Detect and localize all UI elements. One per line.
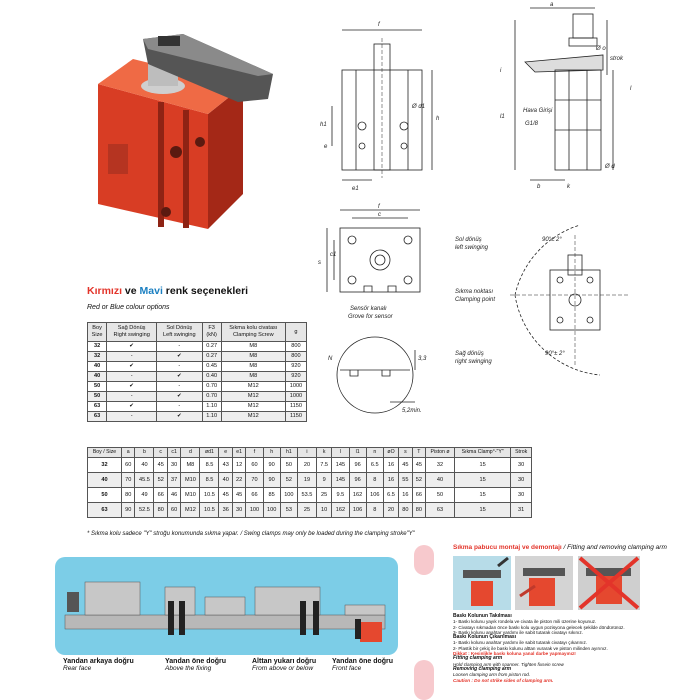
fitting-photo-2 (515, 556, 573, 610)
table2-cell: 30 (232, 503, 245, 518)
dim-l1: l1 (500, 114, 505, 120)
table2-cell: 7.5 (317, 458, 332, 473)
table2-header-cell: d (181, 448, 200, 458)
table2-header-cell: l (332, 448, 349, 458)
dim-l: l (630, 86, 632, 92)
table2-cell: 43 (219, 458, 232, 473)
table2-cell: 90 (263, 473, 280, 488)
product-photo (88, 24, 298, 264)
table1-cell: M8 (221, 352, 285, 362)
table1-cell: ✔ (157, 352, 202, 362)
table2-header-cell: b (135, 448, 154, 458)
dim-5-2: 5,2min. (402, 408, 422, 414)
table2-cell: M8 (181, 458, 200, 473)
table2-cell: 36 (219, 503, 232, 518)
table2-cell: 25 (317, 488, 332, 503)
table2-cell: 10.5 (200, 488, 219, 503)
table1-cell: 0.45 (202, 362, 221, 372)
table2-cell: 53 (280, 503, 297, 518)
table1-cell: M12 (221, 392, 285, 402)
table2-cell: 45 (232, 488, 245, 503)
th1-f3: F3 (kN) (202, 323, 221, 342)
dim-n: N (328, 356, 333, 362)
table1-cell: 1.10 (202, 412, 221, 422)
title-red: Kırmızı (87, 285, 123, 297)
table1-cell: - (157, 402, 202, 412)
label-left-en: left swinging (455, 245, 489, 251)
table2-cell: 19 (297, 473, 316, 488)
table2-cell: 30 (167, 458, 180, 473)
table1-cell: 40 (88, 372, 107, 382)
table2-header-cell: h1 (280, 448, 297, 458)
th1-right: Sağ Dönüş Right swinging (107, 323, 157, 342)
table1-cell: 50 (88, 382, 107, 392)
table2-cell: 9.5 (332, 488, 349, 503)
fitting-photo-3 (578, 556, 640, 610)
th1-weight: g (285, 323, 306, 342)
table2-cell: 40 (135, 458, 154, 473)
table1-cell: ✔ (107, 402, 157, 412)
table2-cell: 100 (263, 503, 280, 518)
table1-cell: M8 (221, 342, 285, 352)
table2-cell: 37 (167, 473, 180, 488)
table2-cell: 30 (511, 488, 532, 503)
table1-cell: - (107, 392, 157, 402)
table2-row (88, 473, 532, 488)
pink-strip-top (414, 545, 434, 575)
table2-header-cell: c (154, 448, 167, 458)
table2-cell: 100 (246, 503, 263, 518)
table2-cell: 80 (399, 503, 412, 518)
table2-cell: 60 (246, 458, 263, 473)
table1-cell: 800 (285, 342, 306, 352)
table2-cell: 15 (454, 473, 510, 488)
table2-cell: 63 (88, 503, 122, 518)
front-view-drawing (312, 8, 462, 198)
table2-cell: 9 (317, 473, 332, 488)
table2-cell: 15 (454, 458, 510, 473)
models-table (87, 322, 307, 422)
table2-header-cell: n (366, 448, 383, 458)
table2-cell: 8 (366, 473, 383, 488)
table1-cell: 63 (88, 402, 107, 412)
dimensions-table (87, 447, 532, 518)
label-right-en: right swinging (455, 359, 492, 365)
dim-h: h (436, 116, 440, 122)
table2-row (88, 503, 532, 518)
table2-cell: 66 (246, 488, 263, 503)
table1-row (88, 382, 307, 392)
table2-cell: 85 (263, 488, 280, 503)
table2-cell: 50 (88, 488, 122, 503)
table2-cell: 60 (167, 503, 180, 518)
dim-f: f (378, 22, 380, 28)
colour-options-title (87, 285, 248, 297)
table1-cell: 50 (88, 392, 107, 402)
table2-cell: 53.5 (297, 488, 316, 503)
table2-header-cell: s (399, 448, 412, 458)
table1-row (88, 392, 307, 402)
swing-note: * Sıkma kolu sadece "Y" stroğu konumunda sıkma yapar. / Swing clamps may only be loaded during the clamping stroke"Y" (87, 531, 415, 537)
mount-label-4: Yandan öne doğru Front face (332, 658, 394, 672)
table2-header-cell: Sıkma Clamp°-"Y" (454, 448, 510, 458)
table1-cell: ✔ (107, 362, 157, 372)
dim-a: a (550, 2, 554, 8)
table2-header-cell: k (317, 448, 332, 458)
dim-d1: Ø d1 (412, 104, 426, 110)
table1-cell: ✔ (157, 372, 202, 382)
table2-cell: 45 (154, 458, 167, 473)
dim-f-top: f (378, 204, 380, 210)
table2-cell: 20 (383, 503, 398, 518)
table2-cell: 63 (426, 503, 455, 518)
table2-cell: 16 (399, 488, 412, 503)
table1-cell: M8 (221, 372, 285, 382)
table1-cell: 800 (285, 352, 306, 362)
title-rest: renk seçenekleri (162, 285, 249, 297)
label-hava-giris: Hava Girişi (523, 108, 553, 114)
top-view-drawing (312, 200, 452, 320)
table2-cell: 45.5 (135, 473, 154, 488)
table2-header-cell: l1 (349, 448, 366, 458)
en-head-1: Fitting clamping arm (453, 655, 503, 662)
table2-cell: 15 (454, 503, 510, 518)
mount-label-2: Yandan öne doğru Above the fixing (165, 658, 227, 672)
table2-header-cell: e (219, 448, 232, 458)
table2-cell: 30 (511, 458, 532, 473)
table1-cell: 0.70 (202, 392, 221, 402)
table2-cell: 55 (399, 473, 412, 488)
table2-cell: 16 (383, 473, 398, 488)
table2-cell: 80 (412, 503, 425, 518)
table2-header-cell: a (121, 448, 134, 458)
warning-tr: Dikkat : Kesinlikle baskı koluna yanal darbe yapmayınız! (453, 651, 576, 657)
table2-cell: 106 (366, 488, 383, 503)
label-right-tr: Sağ dönüş (455, 351, 484, 357)
table1-cell: ✔ (157, 412, 202, 422)
table2-cell: 10 (317, 503, 332, 518)
table2-cell: 40 (426, 473, 455, 488)
table2-cell: 100 (280, 488, 297, 503)
table2-cell: 6.5 (383, 488, 398, 503)
table1-row (88, 362, 307, 372)
th1-left: Sol Dönüş Left swinging (157, 323, 202, 342)
table1-cell: ✔ (107, 342, 157, 352)
table2-header-cell: Piston ø (426, 448, 455, 458)
table2-cell: 80 (121, 488, 134, 503)
en-head-2: Removing clamping arm (453, 665, 512, 672)
table2-cell: 66 (412, 488, 425, 503)
dim-s: s (318, 260, 321, 266)
table2-cell: 145 (332, 458, 349, 473)
table1-cell: 32 (88, 352, 107, 362)
table2-cell: 20 (297, 458, 316, 473)
table2-cell: 8 (366, 503, 383, 518)
table1-row (88, 342, 307, 352)
table2-header-cell: i (297, 448, 316, 458)
table2-cell: 52.5 (135, 503, 154, 518)
dim-o: Ø o (596, 46, 606, 52)
table2-cell: 32 (88, 458, 122, 473)
table2-cell: 162 (349, 488, 366, 503)
dim-d: Ø d (605, 164, 615, 170)
fitting-title: Sıkma pabucu montaj ve demontajı / Fitting and removing clamping arm (453, 544, 667, 551)
table1-cell: 1000 (285, 392, 306, 402)
title-and: ve (122, 285, 140, 297)
table2-header-cell: T (412, 448, 425, 458)
table2-cell: 70 (121, 473, 134, 488)
table1-cell: 32 (88, 342, 107, 352)
colour-options-subtitle: Red or Blue colour options (87, 304, 170, 311)
table2-cell: 60 (121, 458, 134, 473)
table2-cell: M12 (181, 503, 200, 518)
table1-cell: ✔ (107, 382, 157, 392)
label-clamp-en: Clamping point (455, 297, 496, 303)
table1-cell: - (157, 362, 202, 372)
table1-cell: 1.10 (202, 402, 221, 412)
dim-3-3: 3,3 (418, 356, 427, 362)
pink-strip-bottom (414, 660, 434, 700)
table2-cell: 70 (246, 473, 263, 488)
mount-label-1: Yandan arkaya doğru Rear face (63, 658, 134, 672)
table2-header-cell: ød1 (200, 448, 219, 458)
table1-cell: 920 (285, 362, 306, 372)
slot-detail-drawing (320, 330, 440, 420)
label-g18: G1/8 (525, 121, 539, 127)
table2-cell: 49 (135, 488, 154, 503)
table2-row (88, 488, 532, 503)
table2-cell: 96 (349, 473, 366, 488)
table2-header-cell: h (263, 448, 280, 458)
table2-cell: 45 (219, 488, 232, 503)
dim-b: b (537, 184, 541, 190)
side-view-drawing (495, 0, 645, 200)
table1-cell: M12 (221, 402, 285, 412)
table1-row (88, 402, 307, 412)
warning-en: Caution : Do not strike sides of clamping arm. (453, 677, 554, 683)
table1-cell: 920 (285, 372, 306, 382)
table2-row (88, 458, 532, 473)
table2-header-cell: Boy / Size (88, 448, 122, 458)
mounting-panel (55, 557, 398, 655)
table1-cell: 1150 (285, 412, 306, 422)
table2-cell: 45 (412, 458, 425, 473)
table1-cell: M12 (221, 412, 285, 422)
table2-cell: 52 (412, 473, 425, 488)
dim-c1: c1 (330, 252, 337, 258)
tr-head-2: Baskı Kolunun Çıkarılması (453, 634, 517, 641)
table2-cell: 90 (121, 503, 134, 518)
table2-cell: 45 (399, 458, 412, 473)
fitting-photo-1 (453, 556, 511, 610)
table2-cell: M10 (181, 488, 200, 503)
table1-row (88, 372, 307, 382)
table1-cell: ✔ (157, 392, 202, 402)
dim-c: c (378, 212, 381, 218)
table2-header-cell: c1 (167, 448, 180, 458)
table2-cell: 25 (297, 503, 316, 518)
label-sensor-en: Grove for sensor (348, 314, 393, 320)
table2-cell: 15 (454, 488, 510, 503)
table2-cell: 52 (280, 473, 297, 488)
dim-e: e (324, 144, 328, 150)
table1-cell: - (107, 372, 157, 382)
table2-cell: 8.5 (200, 473, 219, 488)
table2-cell: 6.5 (366, 458, 383, 473)
dim-k: k (567, 184, 570, 190)
table2-cell: 16 (383, 458, 398, 473)
label-sensor-tr: Sensör kanalı (350, 306, 387, 312)
table2-cell: 12 (232, 458, 245, 473)
table1-cell: 1000 (285, 382, 306, 392)
table2-cell: M10 (181, 473, 200, 488)
table1-cell: - (157, 342, 202, 352)
dim-strok: strok (610, 56, 624, 62)
table1-cell: M12 (221, 382, 285, 392)
tr-head-1: Baskı Kolunun Takılması (453, 613, 512, 619)
title-blue: Mavi (139, 285, 163, 297)
label-angle-top: 90°± 2° (542, 237, 562, 243)
table2-cell: 8.5 (200, 458, 219, 473)
mount-label-3: Alttan yukarı doğru From above or below (252, 658, 317, 672)
table2-cell: 22 (232, 473, 245, 488)
table2-cell: 145 (332, 473, 349, 488)
table2-cell: 80 (154, 503, 167, 518)
table1-cell: - (107, 412, 157, 422)
table2-cell: 40 (219, 473, 232, 488)
table1-cell: - (107, 352, 157, 362)
table2-cell: 32 (426, 458, 455, 473)
swing-diagram (450, 215, 650, 385)
table2-cell: 31 (511, 503, 532, 518)
th1-size: Boy Size (88, 323, 107, 342)
table2-cell: 46 (167, 488, 180, 503)
table2-cell: 106 (349, 503, 366, 518)
table1-cell: 0.27 (202, 352, 221, 362)
label-left-tr: Sol dönüş (455, 237, 482, 243)
table1-row (88, 352, 307, 362)
table2-cell: 96 (349, 458, 366, 473)
table1-cell: 0.40 (202, 372, 221, 382)
table1-row (88, 412, 307, 422)
fitting-text: Baskı Kolunun Takılması 1- Baskı kolunu yayık rondela ve civata ile piston mili üzerine koyunuz. 2- Civatayı sıkmadan önce baskı kolu uygun pozisyona gelecek şekilde döndürünüz. 3- Baskı kolunu anahtar yardımı ile sabit tutarak civatayı sıkınız. Baskı Kolunun Çıkarılması 1- Baskı kolunu anahtar yardımı ile sabit tutarak civatayı çıkarınız. 2- Plastik bir çekiç ile baskı kolunu alttan vurarak ve piston milinden ayırınız. Dikkat : Kesinlikle baskı koluna yanal darbe yapmayınız! Fitting clamping arm Hold clamping arm with spanner. Tighten fixsein screw Removing clamping arm Loosen clamping arm from piston rod. Caution : Do not strike sides of clamping arm. (453, 614, 653, 683)
table1-cell: - (157, 382, 202, 392)
dim-i: i (500, 68, 502, 74)
table1-cell: 0.70 (202, 382, 221, 392)
table2-cell: 10.5 (200, 503, 219, 518)
table2-cell: 52 (154, 473, 167, 488)
table2-cell: 90 (263, 458, 280, 473)
table2-header-cell: f (246, 448, 263, 458)
label-angle-bottom: 90°± 2° (545, 351, 565, 357)
table2-header-cell: øO (383, 448, 398, 458)
table1-cell: 63 (88, 412, 107, 422)
table2-cell: 40 (88, 473, 122, 488)
table2-cell: 50 (280, 458, 297, 473)
table2-cell: 50 (426, 488, 455, 503)
dim-e1: e1 (352, 186, 359, 192)
table2-header-cell: Strok (511, 448, 532, 458)
table1-cell: 1150 (285, 402, 306, 412)
table2-header-cell: e1 (232, 448, 245, 458)
table2-cell: 162 (332, 503, 349, 518)
table1-cell: 0.27 (202, 342, 221, 352)
table2-cell: 30 (511, 473, 532, 488)
dim-h1: h1 (320, 122, 327, 128)
table2-cell: 66 (154, 488, 167, 503)
th1-screw: Sıkma kolu civatası Clamping Screw (221, 323, 285, 342)
table1-cell: M8 (221, 362, 285, 372)
table1-cell: 40 (88, 362, 107, 372)
label-clamp-tr: Sıkma noktası (455, 289, 494, 295)
